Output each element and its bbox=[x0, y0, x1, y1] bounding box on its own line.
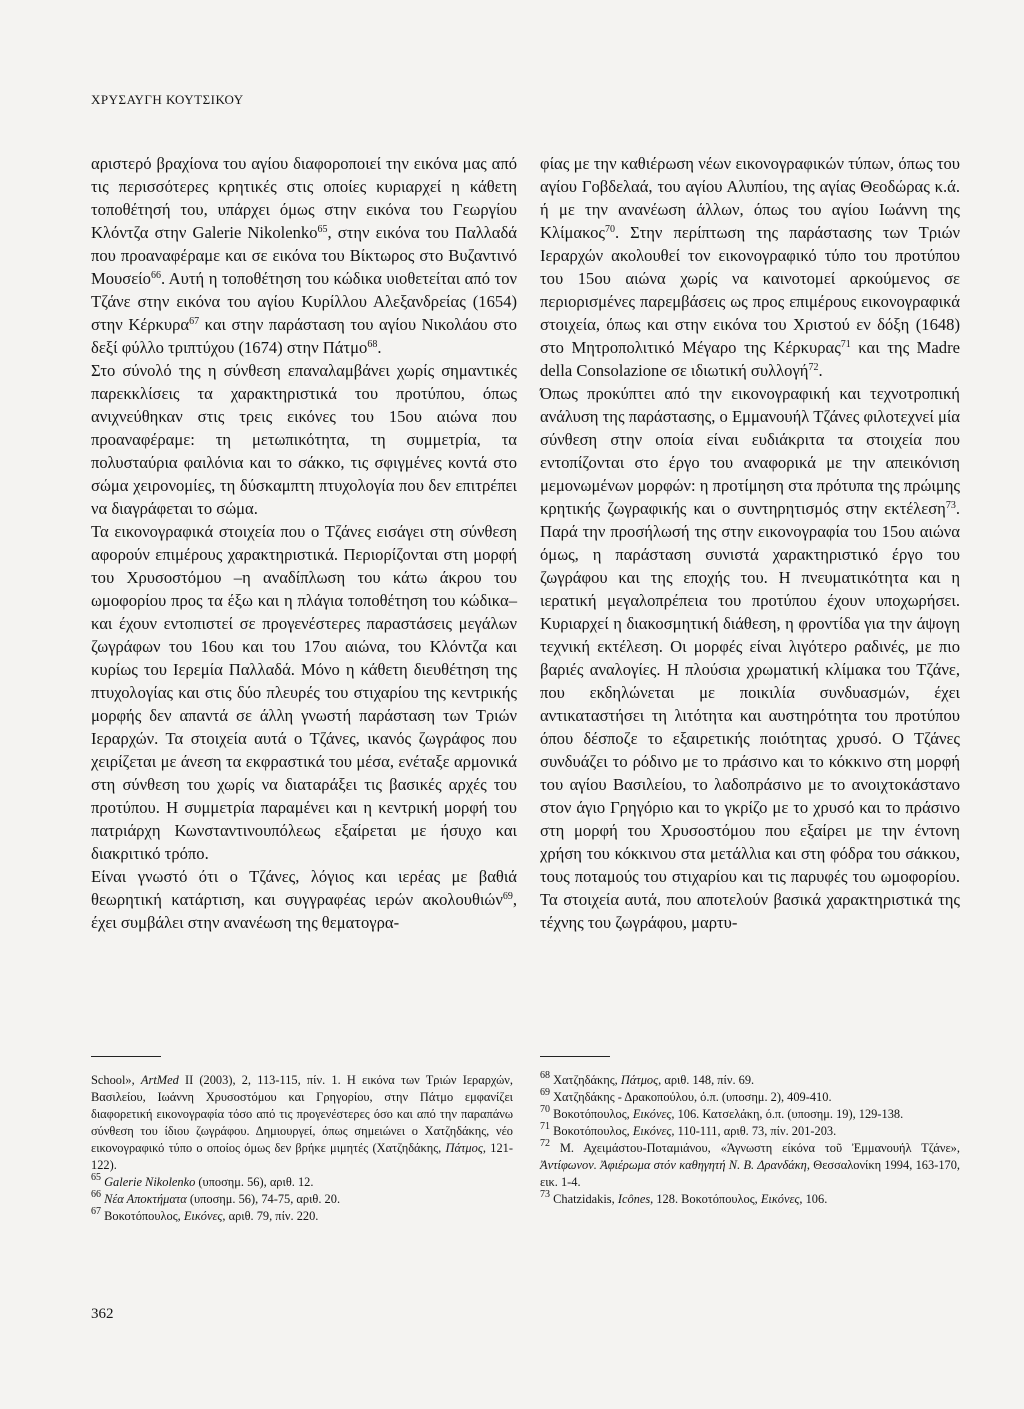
text: Εικόνες bbox=[183, 1209, 223, 1223]
footnote-number: 67 bbox=[91, 1206, 101, 1217]
footnote-number: 69 bbox=[540, 1087, 550, 1098]
text: Galerie Nikolenko bbox=[104, 1175, 196, 1189]
text: Ἀντίφωνον. Ἀφιέρωμα στόν καθηγητή Ν. Β. Δρανδάκη bbox=[540, 1158, 807, 1172]
footnote-number: 70 bbox=[540, 1104, 550, 1115]
text: Νέα Αποκτήματα bbox=[104, 1192, 187, 1206]
paragraph bbox=[91, 865, 517, 934]
text: , Θεσσαλονίκη 1994, 163-170, εικ. 1-4. bbox=[540, 1158, 961, 1189]
text: Είναι γνωστό ότι ο Τζάνες, λόγιος και ιερέας με βαθιά θεωρητική κατάρτιση, και συγγραφέας ιερών ακολουθιών bbox=[91, 867, 517, 909]
footnotes-right bbox=[540, 1072, 960, 1208]
footnotes-left bbox=[91, 1072, 513, 1225]
text: , στην εικόνα του Παλλαδά που προαναφέραμε και σε εικόνα του Βίκτωρος στο Βυζαντινό Μουσείο bbox=[91, 223, 517, 288]
footnote-ref-71[interactable]: 71 bbox=[840, 339, 851, 350]
footnote-69 bbox=[540, 1089, 960, 1106]
text: . Αυτή η τοποθέτηση του κώδικα υιοθετείται από τον Τζάνε στην εικόνα του αγίου Κυρίλλου Αλεξανδρείας (1654) στην Κέρκυρα bbox=[91, 269, 517, 334]
running-head: ΧΡΥΣΑΥΓΗ ΚΟΥΤΣΙΚΟΥ bbox=[91, 92, 244, 107]
text: , 128. Βοκοτόπουλος, bbox=[650, 1192, 761, 1206]
body-column-right bbox=[540, 152, 960, 934]
footnote-continued bbox=[91, 1072, 513, 1174]
text: Εικόνες bbox=[760, 1192, 800, 1206]
text: (υποσημ. 56), 74-75, αριθ. 20. bbox=[186, 1192, 341, 1206]
footnote-66 bbox=[91, 1191, 513, 1208]
text: ArtMed bbox=[140, 1073, 179, 1087]
text: αριστερό βραχίονα του αγίου διαφοροποιεί την εικόνα μας από τις περισσότερες κρητικές στις οποίες κυριαρχεί η κάθετη τοποθέτησή του, υπάρχει όμως στην εικόνα του Γεωργίου Κλόντζα στην Galerie Nikolenko bbox=[91, 154, 517, 242]
footnote-number: 71 bbox=[540, 1121, 550, 1132]
footnote-number: 66 bbox=[91, 1189, 101, 1200]
footnote-ref-72[interactable]: 72 bbox=[808, 362, 819, 373]
text: Πάτμος bbox=[445, 1141, 483, 1155]
text: , αριθ. 148, πίν. 69. bbox=[658, 1073, 755, 1087]
text: , έχει συμβάλει στην ανανέωση της θεματογρα- bbox=[91, 890, 517, 932]
text: . Στην περίπτωση της παράστασης των Τριών Ιεραρχών ακολουθεί τον εικονογραφικό τύπο του προτύπου του 15ου αιώνα χωρίς να καινοτομεί αρκούμενος σε περιορισμένες παρεμβάσεις ως προς επιμέρους εικονογραφικά στοιχεία, όπως και στην εικόνα του Χριστού εν δόξη (1648) στο Μητροπολιτικό Μέγαρο της Κέρκυρας bbox=[540, 223, 960, 357]
text: Μ. Αχειμάστου-Ποταμιάνου, «Άγνωστη είκόνα τοῦ Ἐμμανουήλ Τζάνε», bbox=[559, 1141, 960, 1155]
text: Πάτμος bbox=[620, 1073, 659, 1087]
footnote-ref-65[interactable]: 65 bbox=[317, 224, 328, 235]
footnote-rule bbox=[91, 1056, 161, 1057]
footnote-rule bbox=[540, 1056, 610, 1057]
text: . Παρά την προσήλωσή της στην εικονογραφία του 15ου αιώνα όμως, η παράσταση συνιστά χαρακτηριστικό έργο του ζωγράφου και της εποχής του. Η πνευματικότητα και η ιερατική μεγαλοπρέπεια του προτύπου έχουν υποχωρήσει. Κυριαρχεί η διακοσμητική διάθεση, η φροντίδα για την άψογη τεχνική εκτέλεση. Οι μορφές είναι λιγότερο ραδινές, με πιο βαριές αναλογίες. Η πλούσια χρωματική κλίμακα του Τζάνε, που εκδηλώνεται με ποικιλία συνδυασμών, έχει αντικαταστήσει τη λιτότητα και αυστηρότητα του προτύπου όπου δέσποζε το εξαιρετικής ποιότητας χρυσό. Ο Τζάνες συνδυάζει το ρόδινο με το πράσινο και το κόκκινο στη μορφή του αγίου Βασιλείου, το λαδοπράσινο με το ανοιχτοκάστανο στον άγιο Γρηγόριο και το γκρίζο με το χρυσό και το πράσινο στη μορφή του Χρυσοστόμου που εξαίρει με την έντονη χρήση του κόκκινου στα μετάλλια και στη φόδρα του σάκκου, τους ποταμούς του στιχαρίου και τις παρυφές του ωμοφορίου. Τα στοιχεία αυτά, που αποτελούν βασικά χαρακτηριστικά της τέχνης του ζωγράφου, μαρτυ- bbox=[540, 499, 960, 932]
text: . bbox=[818, 361, 823, 380]
footnote-ref-69[interactable]: 69 bbox=[502, 891, 513, 902]
footnote-number: 73 bbox=[540, 1189, 550, 1200]
text: Icônes bbox=[617, 1192, 651, 1206]
text: Όπως προκύπτει από την εικονογραφική και τεχνοτροπική ανάλυση της παράστασης, ο Εμμανουήλ Τζάνες φιλοτεχνεί μία σύνθεση στην οποία είναι ευδιάκριτα τα στοιχεία που εντοπίζονται στο έργο του αναφορικά με την απεικόνιση μεμονωμένων μορφών: η προτίμηση στα πρότυπα της πρώιμης κρητικής ζωγραφικής και ο συντηρητισμός στην εκτέλεση bbox=[540, 384, 961, 518]
text: , αριθ. 79, πίν. 220. bbox=[222, 1209, 319, 1223]
footnote-65 bbox=[91, 1174, 513, 1191]
text: Βοκοτόπουλος, bbox=[553, 1107, 633, 1121]
footnote-ref-73[interactable]: 73 bbox=[945, 500, 956, 511]
paragraph bbox=[540, 152, 960, 382]
text: , 106. bbox=[799, 1192, 828, 1206]
text: (υποσημ. 56), αριθ. 12. bbox=[195, 1175, 314, 1189]
paragraph bbox=[540, 382, 960, 934]
footnote-number: 72 bbox=[540, 1138, 550, 1149]
footnote-ref-66[interactable]: 66 bbox=[150, 270, 161, 281]
text: και στην παράσταση του αγίου Νικολάου στο δεξί φύλλο τριπτύχου (1674) στην Πάτμο bbox=[91, 315, 517, 357]
footnote-ref-68[interactable]: 68 bbox=[367, 339, 378, 350]
text: , 110-111, αριθ. 73, πίν. 201-203. bbox=[671, 1124, 837, 1138]
text: , 121-122). bbox=[91, 1141, 513, 1172]
paragraph: Τα εικονογραφικά στοιχεία που ο Τζάνες εισάγει στη σύνθεση αφορούν επιμέρους χαρακτηριστικά. Περιορίζονται στη μορφή του Χρυσοστόμου –η αναδίπλωση του κάτω άκρου του ωμοφορίου προς τα έξω και η πλάγια τοποθέτηση του κώδικα– και έχουν εντοπιστεί σε προγενέστερες παραστάσεις μεγάλων ζωγράφων του 16ου και του 17ου αιώνα, του Κλόντζα και κυρίως του Ιερεμία Παλλαδά. Μόνο η κάθετη διευθέτηση της πτυχολογίας και στις δύο πλευρές του στιχαρίου της κεντρικής μορφής δεν απαντά σε άλλη γνωστή παράσταση των Τριών Ιεραρχών. Τα στοιχεία αυτά ο Τζάνες, ικανός ζωγράφος που χειρίζεται με άνεση τα εκφραστικά του μέσα, ενέταξε αρμονικά στη σύνθεση του χωρίς να διαταράξει τις βασικές αρχές του προτύπου. Η συμμετρία παραμένει και η κεντρική μορφή του πατριάρχη Κωνσταντινουπόλεως εξαίρεται με ήσυχο και διακριτικό τρόπο. bbox=[91, 522, 517, 863]
footnote-70 bbox=[540, 1106, 960, 1123]
footnote-71 bbox=[540, 1123, 960, 1140]
text: Βοκοτόπουλος, bbox=[553, 1124, 633, 1138]
text: School», bbox=[91, 1073, 135, 1087]
paragraph: Στο σύνολό της η σύνθεση επαναλαμβάνει χωρίς σημαντικές παρεκκλίσεις τα χαρακτηριστικά του προτύπου, όπως ανιχνεύθηκαν στις τρεις εικόνες του 15ου αιώνα που προαναφέραμε: τη μετωπικότητα, τη συμμετρία, τα πολυσταύρια φαιλόνια και το σάκκο, τις σφιγμένες κοντά στο σώμα χειρονομίες, τη δύσκαμπτη πτυχολογία που δεν επιτρέπει να διαγράφεται το σώμα. bbox=[91, 361, 517, 518]
text: Χατζηδάκης - Δρακοπούλου, ό.π. (υποσημ. 2), 409-410. bbox=[553, 1090, 832, 1104]
footnote-number: 65 bbox=[91, 1172, 101, 1183]
text: Βοκοτόπουλος, bbox=[104, 1209, 184, 1223]
text: . bbox=[377, 338, 382, 357]
text: Εικόνες bbox=[632, 1107, 672, 1121]
body-column-left bbox=[91, 152, 517, 934]
text: και της Madre della Consolazione σε ιδιωτική συλλογή bbox=[540, 338, 960, 380]
text: Chatzidakis, bbox=[553, 1192, 618, 1206]
footnote-73 bbox=[540, 1191, 960, 1208]
text: φίας με την καθιέρωση νέων εικονογραφικών τύπων, όπως του αγίου Γοβδελαά, του αγίου Αλυπίου, της αγίας Θεοδώρας κ.ά. ή με την ανανέωση άλλων, όπως του αγίου Ιωάννη της Κλίμακος bbox=[540, 154, 960, 242]
page-number: 362 bbox=[91, 1306, 114, 1322]
footnote-ref-67[interactable]: 67 bbox=[189, 316, 200, 327]
paragraph bbox=[91, 152, 517, 359]
text: , 106. Κατσελάκη, ό.π. (υποσημ. 19), 129-138. bbox=[671, 1107, 904, 1121]
text: Εικόνες bbox=[632, 1124, 672, 1138]
footnote-72 bbox=[540, 1140, 960, 1191]
footnote-ref-70[interactable]: 70 bbox=[604, 224, 615, 235]
text: Χατζηδάκης, bbox=[553, 1073, 621, 1087]
footnote-68 bbox=[540, 1072, 960, 1089]
text: II (2003), 2, 113-115, πίν. 1. Η εικόνα των Τριών Ιεραρχών, Βασιλείου, Ιωάννη Χρυσοστόμου και Γρηγορίου, στην Πάτμο εμφανίζει διαφορετική εικονογραφία τόσο από τις προγενέστερες όσο και από την παραπάνω σύνθεση του ίδιου ζωγράφου. Δημιουργεί, όπως σημειώνει ο Χατζηδάκης, νέο εικονογραφικό τύπο ο οποίος όμως δεν βρήκε μιμητές (Χατζηδάκης, bbox=[91, 1073, 513, 1155]
footnote-67 bbox=[91, 1208, 513, 1225]
footnote-number: 68 bbox=[540, 1070, 550, 1081]
